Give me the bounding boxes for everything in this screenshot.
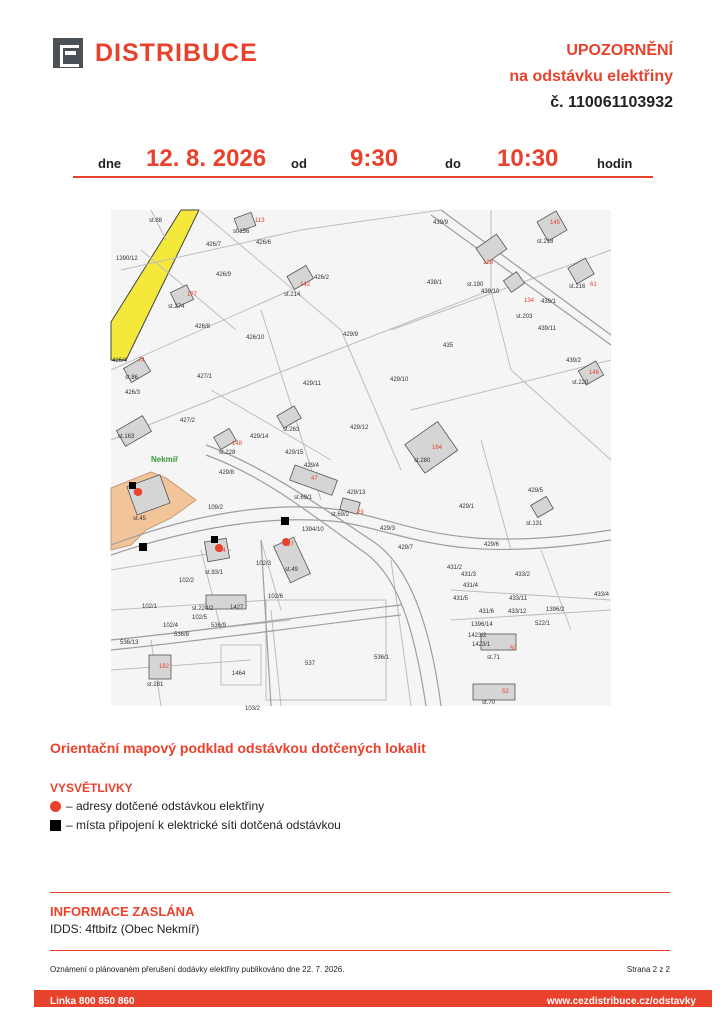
parcel-label: 431/2 xyxy=(447,565,463,571)
parcel-label: st.218 xyxy=(537,239,554,245)
connection-marker xyxy=(129,482,136,489)
parcel-label: 1423/1 xyxy=(472,642,491,648)
publication-note: Oznámení o plánovaném přerušení dodávky elektřiny publikováno dne 22. 7. 2026. xyxy=(50,965,345,974)
divider-bottom xyxy=(50,950,670,951)
parcel-label: 435 xyxy=(443,343,454,349)
parcel-label: 433/2 xyxy=(515,572,531,578)
cez-logo-icon xyxy=(53,38,83,68)
parcel-label: 429/5 xyxy=(528,488,544,494)
parcel-label: 429/8 xyxy=(219,470,235,476)
label-day: dne xyxy=(98,156,122,171)
parcel-label: st.163 xyxy=(118,434,135,440)
legend-addresses-text: – adresy dotčené odstávkou elektřiny xyxy=(66,799,265,813)
parcel-label: 426/6 xyxy=(256,240,272,246)
legend-item-addresses xyxy=(50,799,264,813)
parcel-label: 102/1 xyxy=(142,604,158,610)
red-dot-icon xyxy=(50,801,61,812)
parcel-label: 429/11 xyxy=(303,381,321,387)
label-hours: hodin xyxy=(597,156,633,171)
parcel-label: 439/2 xyxy=(566,358,582,364)
parcel-label: 431/3 xyxy=(461,572,477,578)
parcel-label: st.70 xyxy=(482,700,496,706)
parcel-label: 64 xyxy=(219,548,226,554)
parcel-label: 427/1 xyxy=(197,374,213,380)
parcel-labels xyxy=(112,218,610,712)
parcel-label: 103/2 xyxy=(245,706,261,712)
parcel-label: 177 xyxy=(187,292,198,298)
parcel-label: 102/4 xyxy=(163,623,179,629)
parcel-label: 433/11 xyxy=(509,596,527,602)
parcel-label: 426/8 xyxy=(195,324,211,330)
parcel-label: 426/4 xyxy=(112,358,128,364)
parcel-label: st.69/1 xyxy=(294,495,313,501)
notice-header xyxy=(509,38,673,116)
parcel-label: 433/12 xyxy=(508,609,527,615)
parcel-label: st.71 xyxy=(487,655,501,661)
parcel-label: st.86 xyxy=(125,375,139,381)
parcel-label: 1427 xyxy=(230,605,244,611)
parcel-label: 429/14 xyxy=(250,434,269,440)
parcel-label: 429/10 xyxy=(390,377,409,383)
parcel-label: 1396/2 xyxy=(546,607,565,613)
parcel-label: st.216 xyxy=(569,284,586,290)
parcel-label: 1423/2 xyxy=(468,633,487,639)
parcel-label: 536/8 xyxy=(174,632,190,638)
parcel-label: 439/9 xyxy=(433,220,449,226)
parcel-label: 148 xyxy=(232,441,243,447)
parcel-label: 114 xyxy=(133,490,143,496)
parcel-label: st.190 xyxy=(467,282,484,288)
parcel-label: 134 xyxy=(524,298,535,304)
parcel-label: 536/1 xyxy=(374,655,390,661)
brand-name: DISTRIBUCE xyxy=(95,38,258,67)
legend-item-connections xyxy=(50,818,341,832)
parcel-label: st.220 xyxy=(572,380,589,386)
parcel-label: 426/2 xyxy=(314,275,330,281)
parcel-label: st.69/2 xyxy=(331,512,350,518)
parcel-label: 61 xyxy=(590,282,597,288)
parcel-label: 431/6 xyxy=(479,609,495,615)
parcel-label: 74 xyxy=(138,358,145,364)
page-number: Strana 2 z 2 xyxy=(626,965,670,974)
parcel-label: 102/5 xyxy=(192,615,208,621)
label-from: od xyxy=(291,156,307,171)
cez-logo xyxy=(53,38,258,68)
connection-marker xyxy=(211,536,218,543)
parcel-label: 438/1 xyxy=(427,280,443,286)
phone-line: Linka 800 850 860 xyxy=(50,996,135,1007)
parcel-label: 429/6 xyxy=(484,542,500,548)
notice-subtitle: na odstávku elektřiny xyxy=(509,68,673,85)
time-to: 10:30 xyxy=(497,145,559,172)
connection-marker xyxy=(281,517,289,525)
notice-number: č. 110061103932 xyxy=(550,94,673,111)
parcel-label: st.45 xyxy=(133,516,147,522)
parcel-label: 182 xyxy=(159,664,170,670)
parcel-label: 113 xyxy=(255,218,265,224)
parcel-label: 433/4 xyxy=(594,592,610,598)
footer-bar xyxy=(34,990,712,1007)
parcel-label: 536/13 xyxy=(120,640,139,646)
parcel-label: st.281 xyxy=(147,682,164,688)
info-text: IDDS: 4ftbifz (Obec Nekmíř) xyxy=(50,922,200,936)
parcel-label: 142 xyxy=(300,282,311,288)
parcel-label: 439/11 xyxy=(538,326,556,332)
parcel-label: 429/9 xyxy=(343,332,359,338)
parcel-label: 427/2 xyxy=(180,418,196,424)
parcel-label: 429/4 xyxy=(304,463,320,469)
parcel-label: st.274 xyxy=(168,304,185,310)
parcel-label: st.214 xyxy=(284,292,301,298)
parcel-label: 522/1 xyxy=(535,621,551,627)
parcel-label: 37 xyxy=(287,542,294,548)
parcel-label: 102/2 xyxy=(179,578,195,584)
parcel-label: 29 xyxy=(357,510,364,516)
parcel-label: st.280 xyxy=(414,458,431,464)
parcel-label: 426/7 xyxy=(206,242,222,248)
parcel-label: 536/9 xyxy=(211,623,227,629)
parcel-label: st.263 xyxy=(283,427,300,433)
info-title: INFORMACE ZASLÁNA xyxy=(50,904,195,919)
buildings xyxy=(117,211,604,700)
legend-title: VYSVĚTLIVKY xyxy=(50,781,133,795)
parcel-label: 146 xyxy=(589,370,600,376)
parcel-label: 426/10 xyxy=(246,335,265,341)
parcel-label: 1394/10 xyxy=(302,527,324,533)
notice-title: UPOZORNĚNÍ xyxy=(566,42,673,59)
label-to: do xyxy=(445,156,461,171)
parcel-label: 1464 xyxy=(232,671,246,677)
map-caption: Orientační mapový podklad odstávkou dotčených lokalit xyxy=(50,740,426,756)
time-from: 9:30 xyxy=(350,145,399,172)
parcel-label: st.203 xyxy=(516,314,533,320)
parcel-label: 429/13 xyxy=(347,490,366,496)
parcel-label: 537 xyxy=(305,661,316,667)
black-square-icon xyxy=(50,820,61,831)
outage-date: 12. 8. 2026 xyxy=(146,145,267,172)
parcel-label: 439/10 xyxy=(481,289,500,295)
parcel-label: 431/5 xyxy=(453,596,469,602)
divider-top xyxy=(50,892,670,893)
parcel-label: 439/1 xyxy=(541,299,557,305)
outage-time-row xyxy=(73,145,653,178)
website-link[interactable]: www.cezdistribuce.cz/odstavky xyxy=(546,996,696,1007)
parcel-label: st.156 xyxy=(233,229,250,235)
parcel-label: st.131 xyxy=(526,521,543,527)
parcel-label: st.224/2 xyxy=(192,606,214,612)
parcel-label: 109/2 xyxy=(208,505,224,511)
parcel-label: 429/7 xyxy=(398,545,414,551)
parcel-label: 426/9 xyxy=(216,272,232,278)
map-canvas xyxy=(111,210,611,712)
parcel-label: st.88 xyxy=(149,218,163,224)
parcel-label: 47 xyxy=(311,476,318,482)
parcel-label: 429/3 xyxy=(380,526,396,532)
parcel-label: 1396/14 xyxy=(471,622,493,628)
parcel-label: 52 xyxy=(502,689,509,695)
connection-marker xyxy=(139,543,147,551)
parcel-label: 431/4 xyxy=(463,583,479,589)
parcel-label: 426/3 xyxy=(125,390,141,396)
parcel-label: 102/3 xyxy=(256,561,272,567)
parcel-label: 429/12 xyxy=(350,425,369,431)
parcel-label: 145 xyxy=(550,220,561,226)
parcel-label: 128 xyxy=(483,260,494,266)
parcel-label: 1390/12 xyxy=(116,256,138,262)
parcel-label: st.49 xyxy=(285,567,299,573)
village-label: Nekmíř xyxy=(151,455,179,464)
legend-connections-text: – místa připojení k elektrické síti dotčená odstávkou xyxy=(66,818,341,832)
parcel-label: 429/15 xyxy=(285,450,304,456)
parcel-label: 429/1 xyxy=(459,504,475,510)
parcel-label: 164 xyxy=(432,445,443,451)
parcel-label: 50 xyxy=(510,646,517,652)
outage-map xyxy=(111,210,611,712)
parcel-label: 102/6 xyxy=(268,594,284,600)
parcel-label: st.228 xyxy=(219,450,236,456)
parcel-label: st.93/1 xyxy=(205,570,224,576)
